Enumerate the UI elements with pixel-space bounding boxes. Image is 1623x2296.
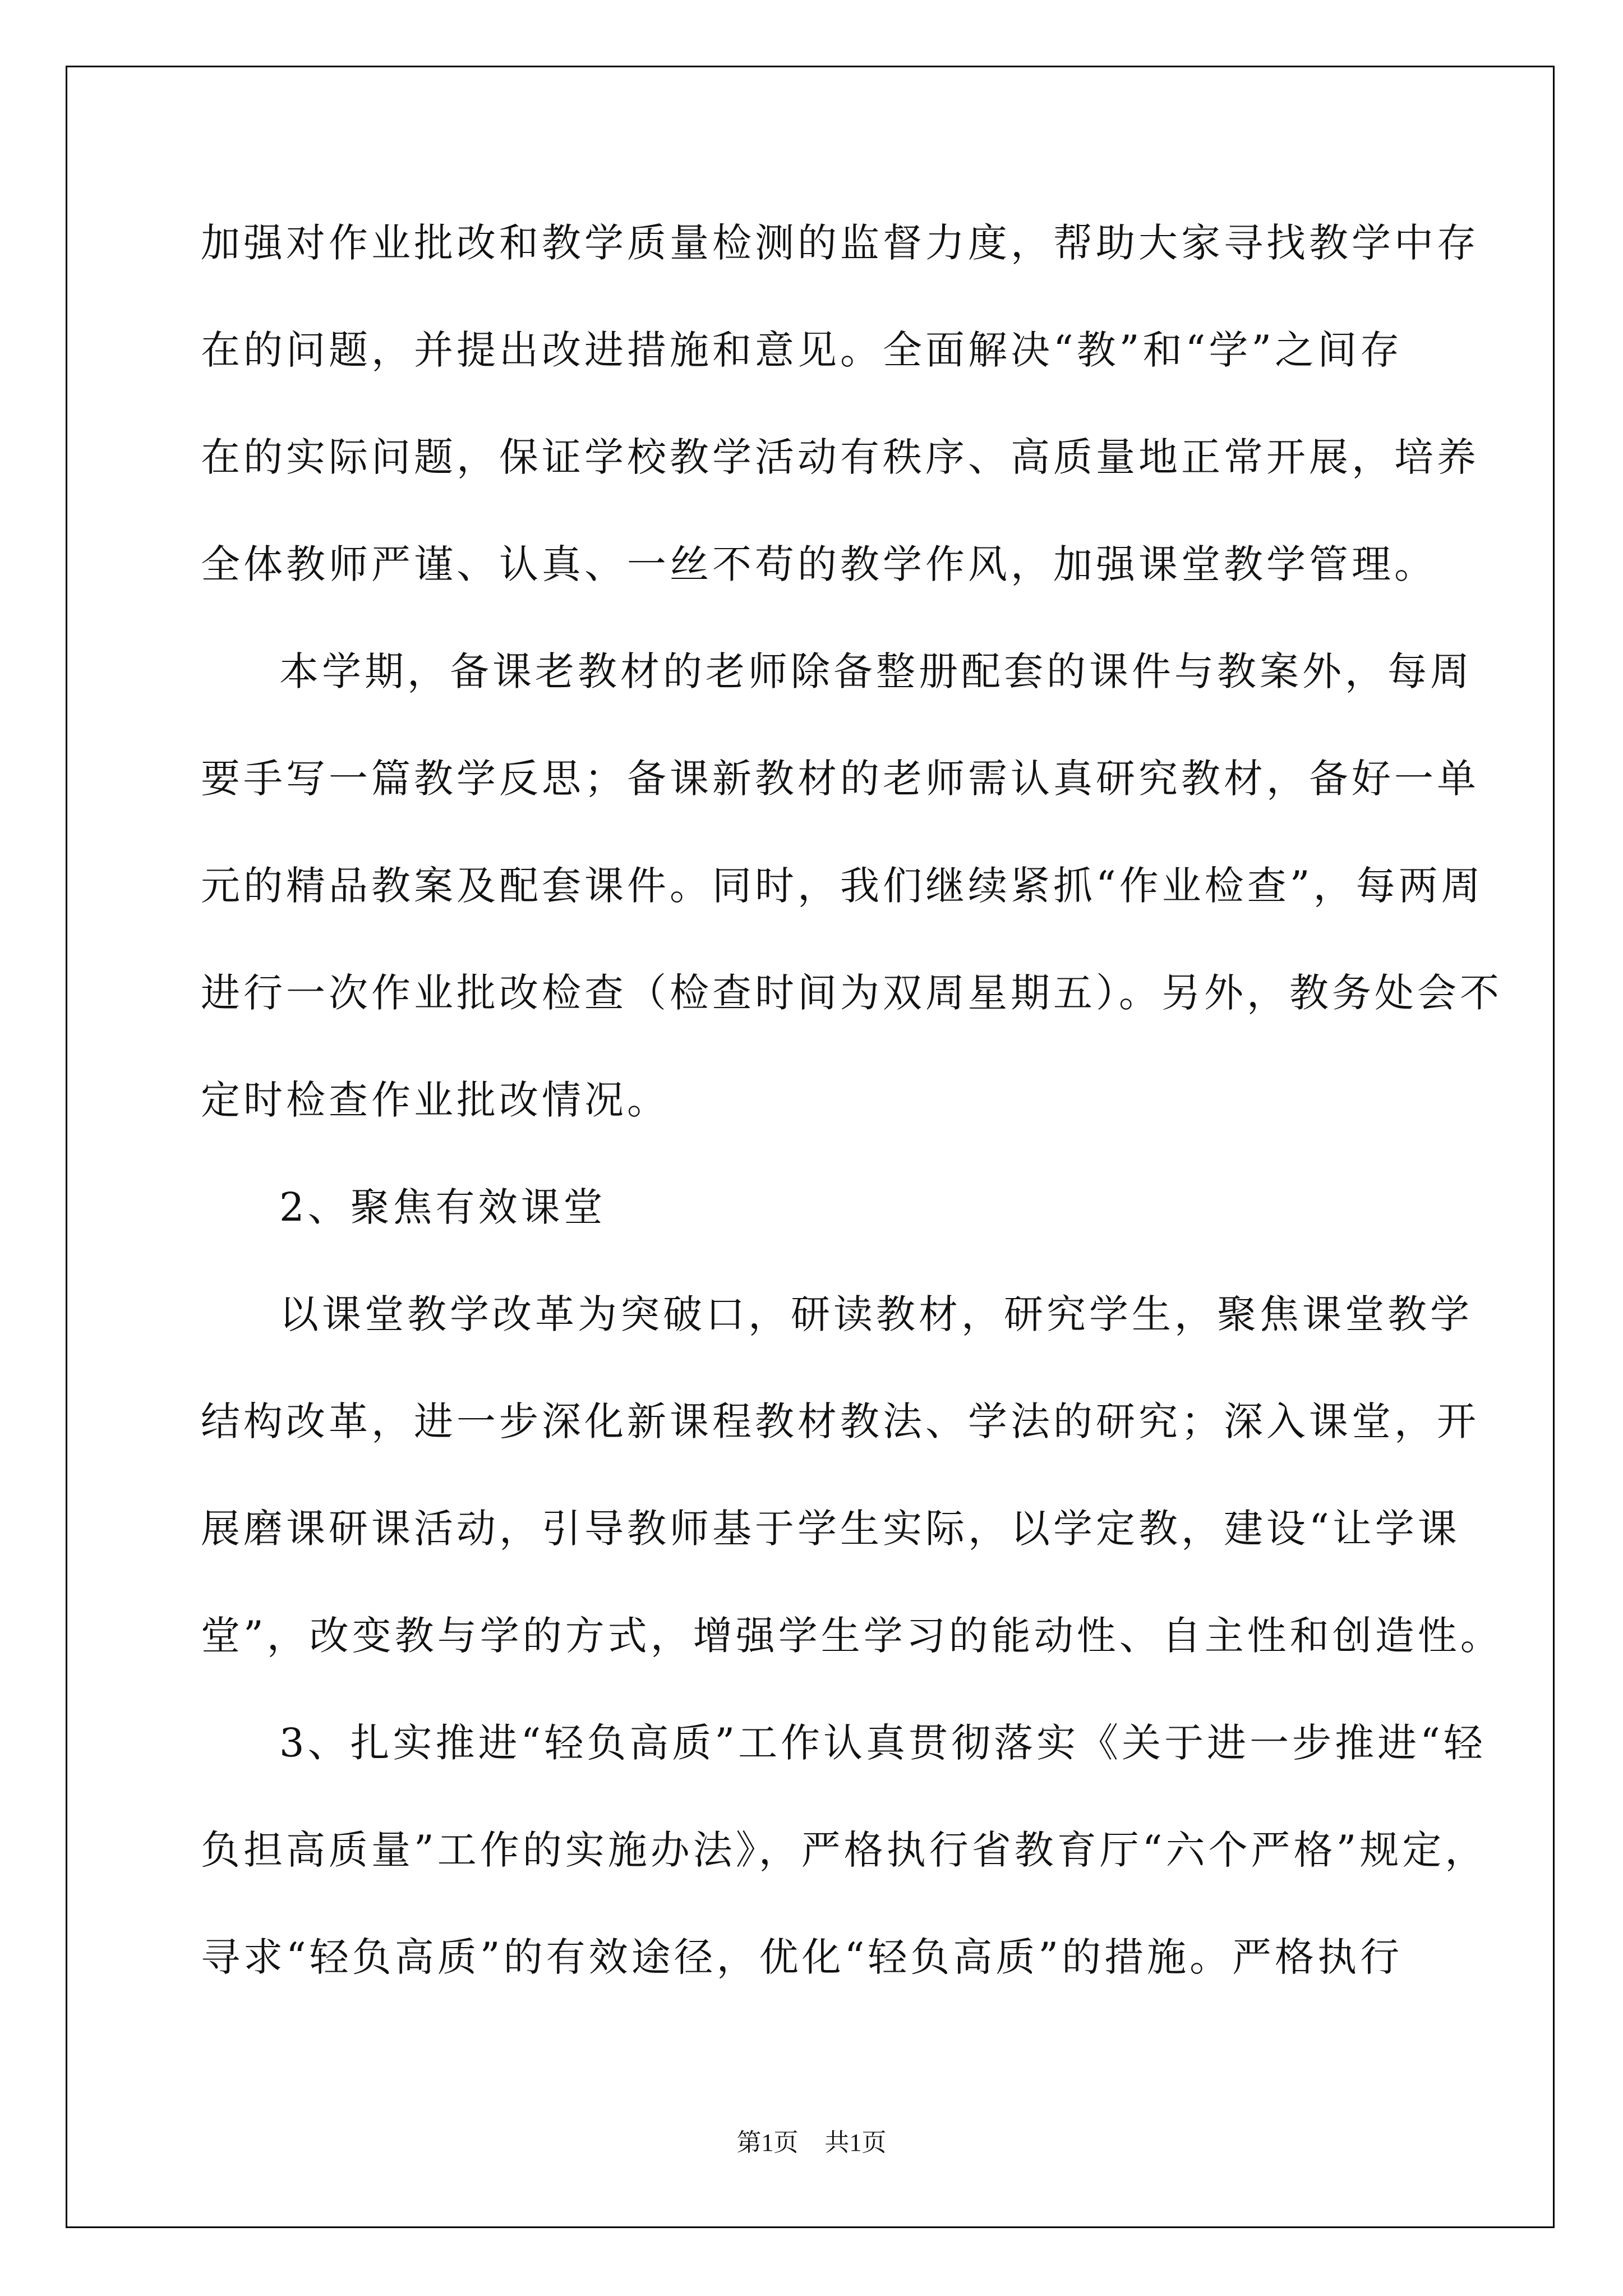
text-line: 全体教师严谨、认真、一丝不苟的教学作风，加强课堂教学管理。 xyxy=(201,541,1437,587)
text-line: 加强对作业批改和教学质量检测的监督力度，帮助大家寻找教学中存 xyxy=(201,220,1479,266)
text-line: 堂”，改变教与学的方式，增强学生学习的能动性、自主性和创造性。 xyxy=(201,1613,1503,1659)
text-line: 负担高质量”工作的实施办法》，严格执行省教育厅“六个严格”规定， xyxy=(201,1827,1488,1873)
paragraph-first-line: 以课堂教学改革为突破口，研读教材，研究学生，聚焦课堂教学 xyxy=(279,1291,1473,1337)
page-number: 第1页 xyxy=(736,2129,799,2156)
page-total: 共1页 xyxy=(824,2129,887,2156)
text-line: 元的精品教案及配套课件。同时，我们继续紧抓“作业检查”，每两周 xyxy=(201,863,1484,909)
text-line: 寻求“轻负高质”的有效途径，优化“轻负高质”的措施。严格执行 xyxy=(201,1934,1403,1980)
text-line: 定时检查作业批改情况。 xyxy=(201,1077,670,1123)
text-line: 进行一次作业批改检查（检查时间为双周星期五）。另外，教务处会不 xyxy=(201,970,1502,1016)
text-line: 在的问题，并提出改进措施和意见。全面解决“教”和“学”之间存 xyxy=(201,327,1403,373)
page-border xyxy=(66,66,1555,2228)
paragraph-first-line: 本学期，备课老教材的老师除备整册配套的课件与教案外，每周 xyxy=(279,648,1473,694)
text-line: 结构改革，进一步深化新课程教材教法、学法的研究；深入课堂，开 xyxy=(201,1398,1479,1444)
paragraph-first-line: 3、扎实推进“轻负高质”工作认真贯彻落实《关于进一步推进“轻 xyxy=(279,1720,1486,1766)
text-line: 展磨课研课活动，引导教师基于学生实际，以学定教，建设“让学课 xyxy=(201,1506,1460,1552)
page-footer xyxy=(0,2126,1623,2160)
section-heading: 2、聚焦有效课堂 xyxy=(279,1184,606,1230)
text-line: 在的实际问题，保证学校教学活动有秩序、高质量地正常开展，培养 xyxy=(201,434,1479,480)
text-line: 要手写一篇教学反思；备课新教材的老师需认真研究教材，备好一单 xyxy=(201,756,1479,802)
